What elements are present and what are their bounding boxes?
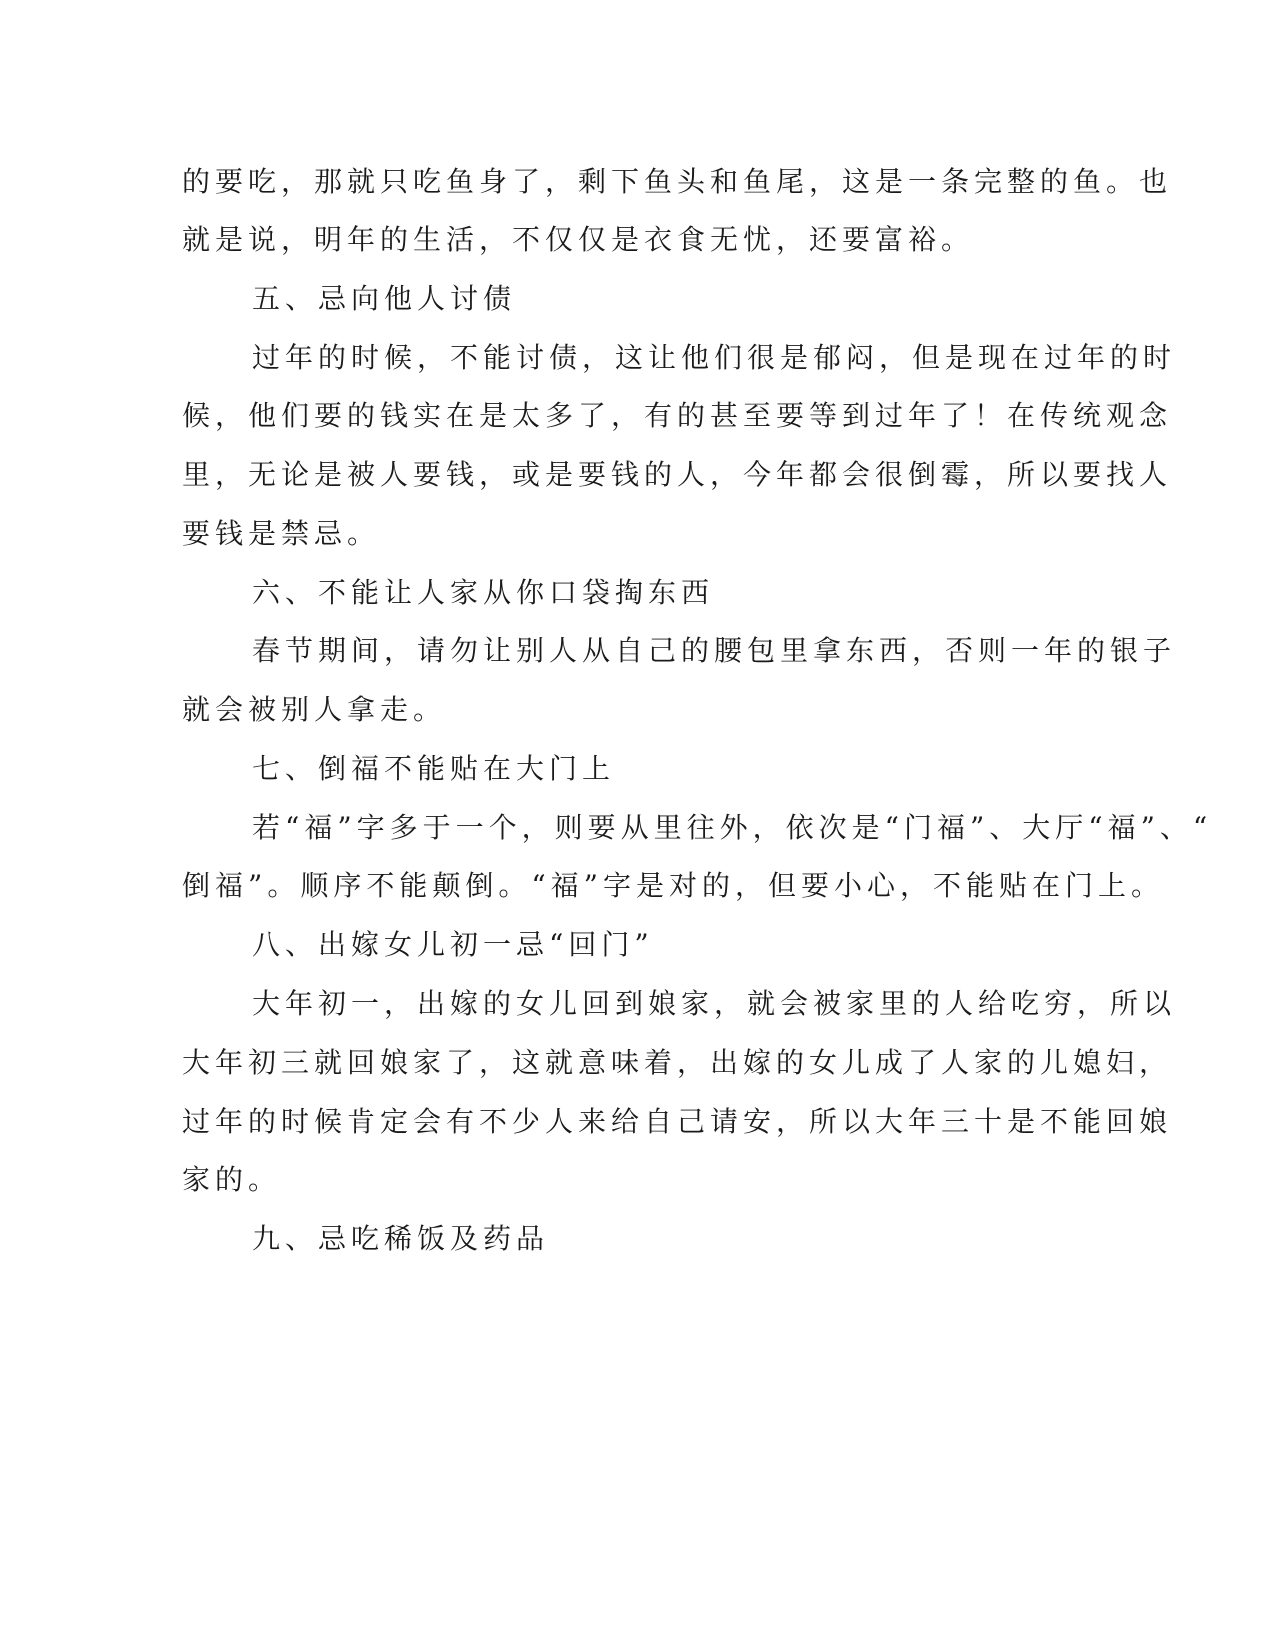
paragraph-line: 就会被别人拿走。 [182, 693, 447, 726]
paragraph-line: 过年的时候，不能讨债，这让他们很是郁闷，但是现在过年的时 [252, 341, 1177, 374]
section-heading-9: 九、忌吃稀饭及药品 [252, 1222, 550, 1255]
paragraph-line: 就是说，明年的生活，不仅仅是衣食无忧，还要富裕。 [182, 223, 975, 256]
section-heading-5: 五、忌向他人讨债 [252, 282, 517, 315]
paragraph-line: 要钱是禁忌。 [182, 517, 381, 550]
section-heading-7: 七、倒福不能贴在大门上 [252, 752, 616, 785]
section-heading-8: 八、出嫁女儿初一忌“回门” [252, 928, 654, 961]
paragraph-line: 过年的时候肯定会有不少人来给自己请安，所以大年三十是不能回娘 [182, 1105, 1173, 1138]
paragraph-line: 大年初一，出嫁的女儿回到娘家，就会被家里的人给吃穷，所以 [252, 987, 1177, 1020]
paragraph-line: 倒福”。顺序不能颠倒。“福”字是对的，但要小心，不能贴在门上。 [182, 869, 1164, 902]
paragraph-line: 候，他们要的钱实在是太多了，有的甚至要等到过年了！在传统观念 [182, 399, 1173, 432]
section-heading-6: 六、不能让人家从你口袋掏东西 [252, 576, 715, 609]
paragraph-line: 的要吃，那就只吃鱼身了，剩下鱼头和鱼尾，这是一条完整的鱼。也 [182, 165, 1173, 198]
paragraph-line: 春节期间，请勿让别人从自己的腰包里拿东西，否则一年的银子 [252, 634, 1177, 667]
paragraph-line: 里，无论是被人要钱，或是要钱的人，今年都会很倒霉，所以要找人 [182, 458, 1173, 491]
paragraph-line: 家的。 [182, 1163, 282, 1196]
paragraph-line: 若“福”字多于一个，则要从里往外，依次是“门福”、大厅“福”、“ [252, 811, 1213, 844]
paragraph-line: 大年初三就回娘家了，这就意味着，出嫁的女儿成了人家的儿媳妇， [182, 1046, 1173, 1079]
